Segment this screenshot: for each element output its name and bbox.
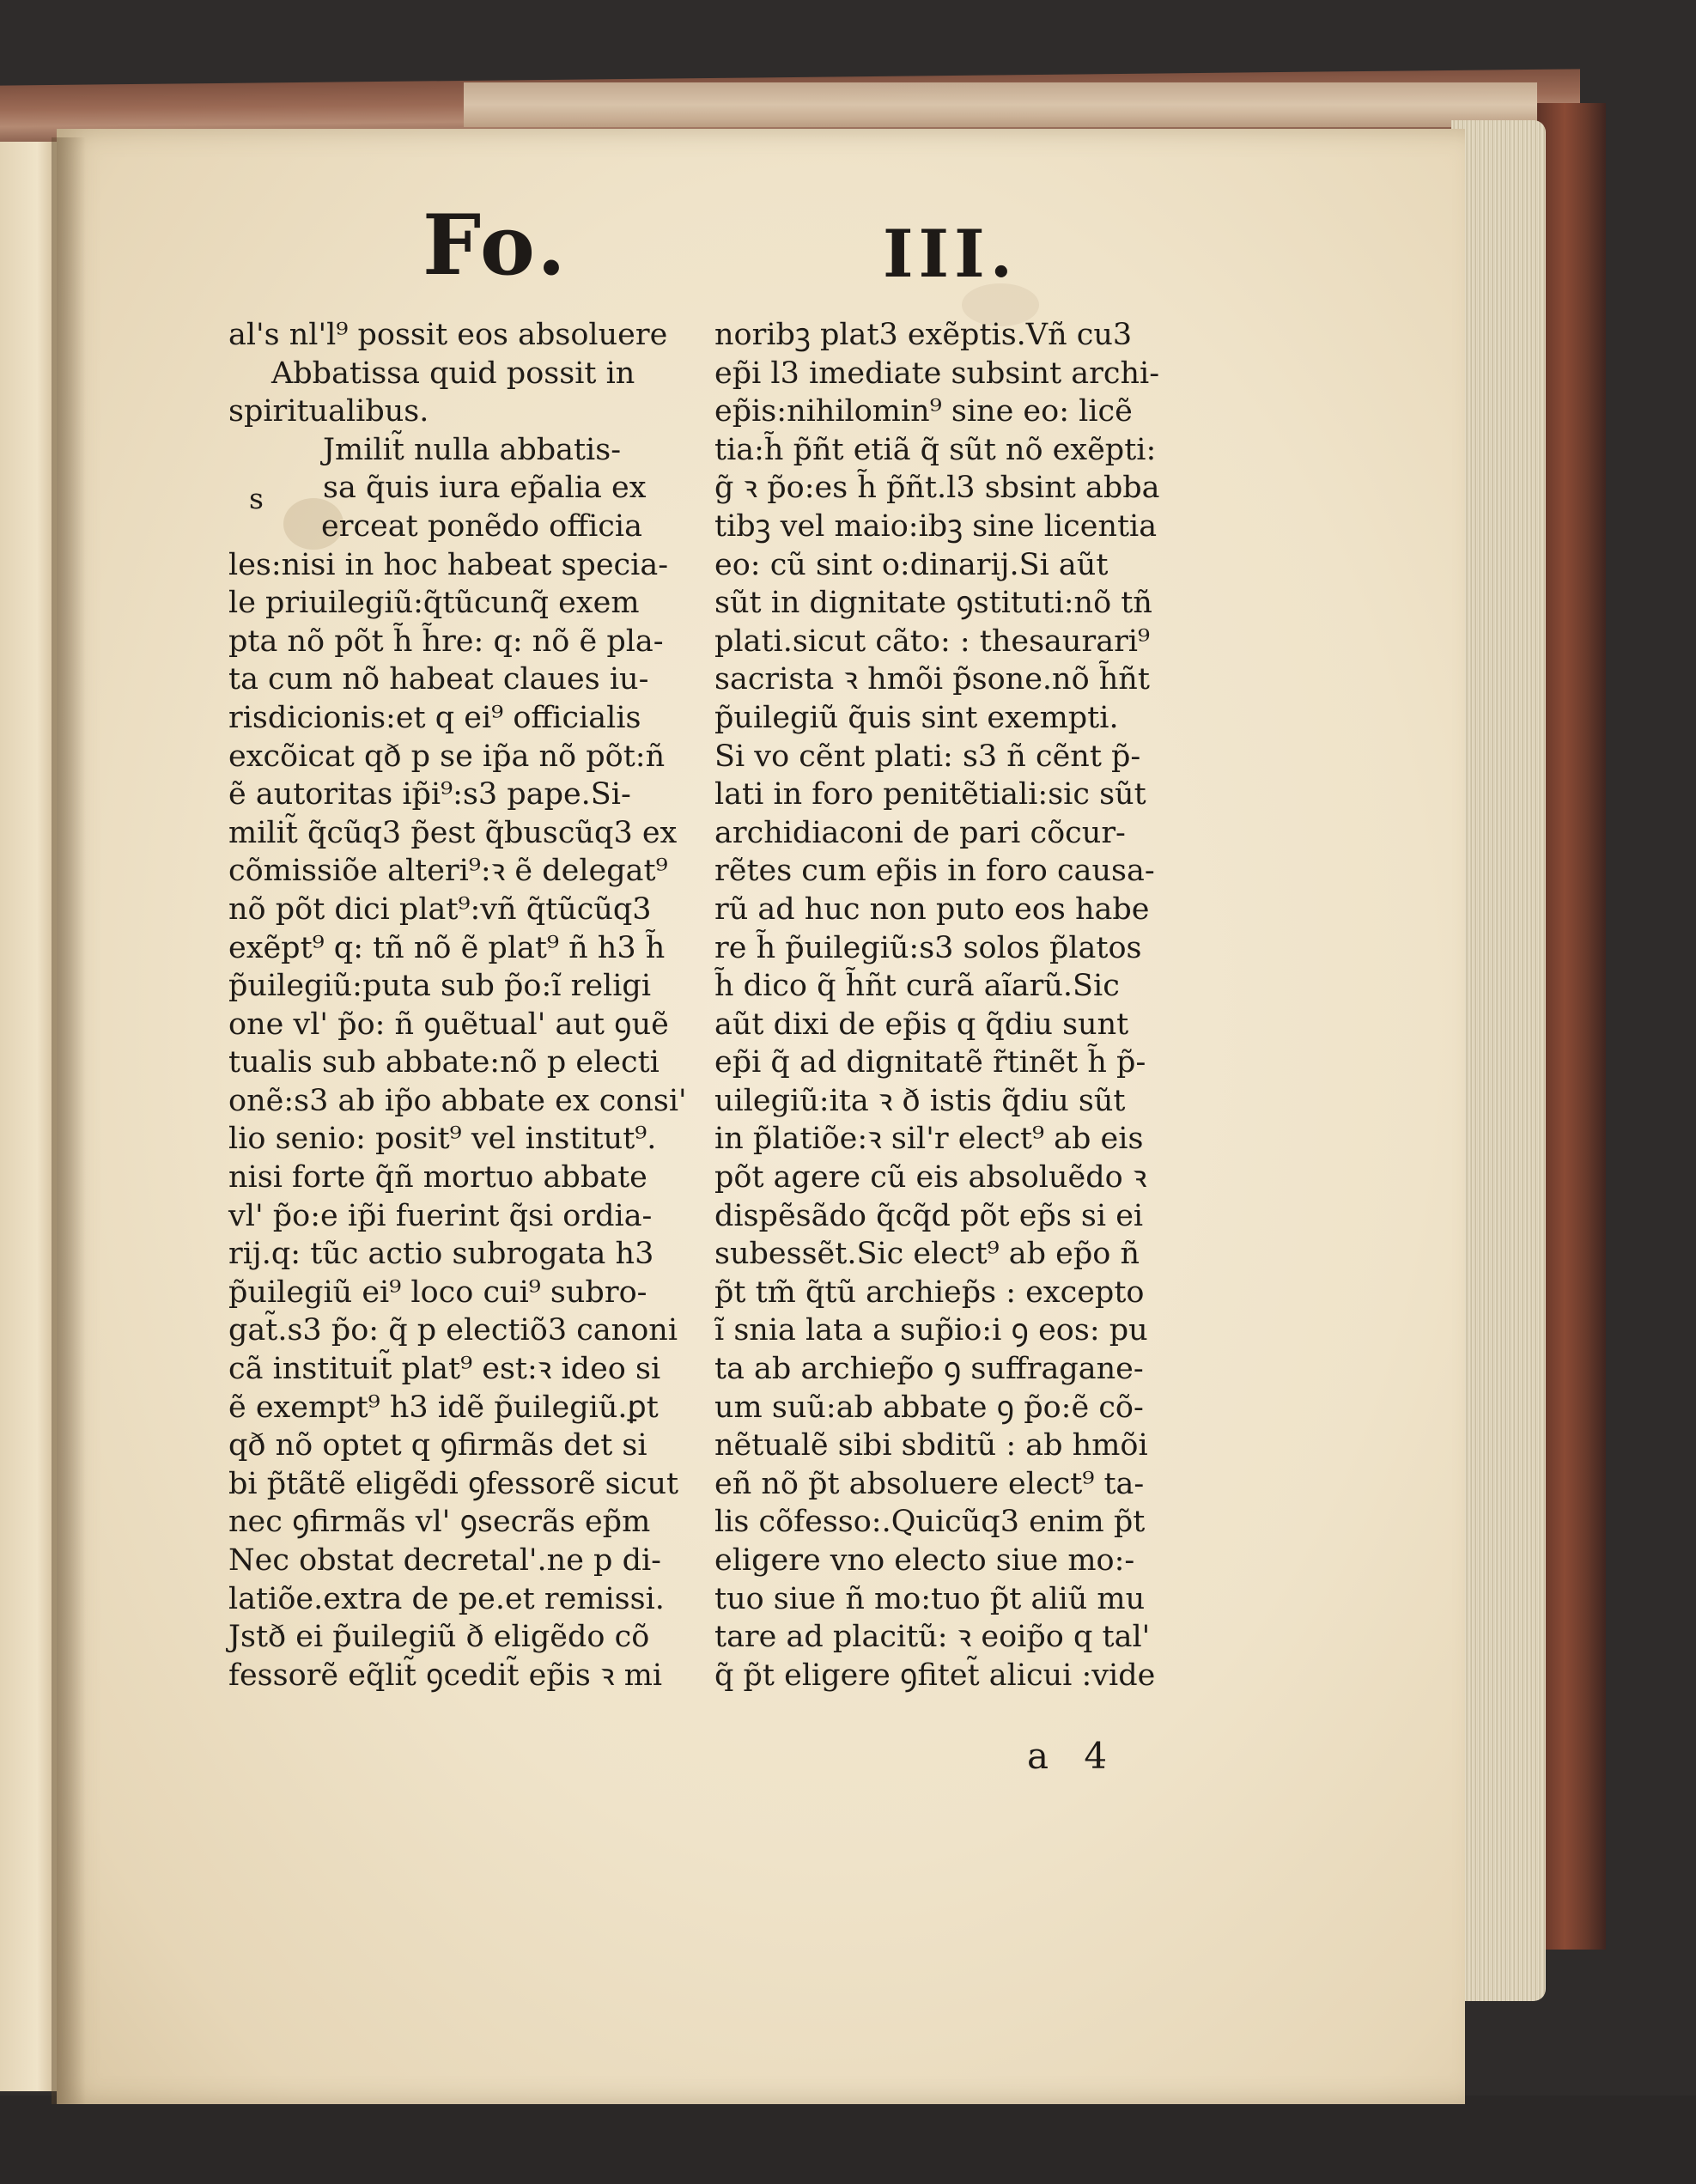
text-line: in p̃latiõe:ꝛ sil'r elect⁹ ab eis bbox=[714, 1122, 1144, 1157]
text-line: ep̃i q̃ ad dignitatẽ r̃tinẽt h̃ p̃- bbox=[714, 1045, 1146, 1080]
text-line: tia:h̃ p̃ñt etiã q̃ sũt nõ exẽpti: bbox=[714, 432, 1157, 467]
text-line: lio senio: posit⁹ vel institut⁹. bbox=[228, 1122, 657, 1157]
text-line: subessẽt.Sic elect⁹ ab ep̃o ñ bbox=[714, 1237, 1140, 1272]
text-line: risdicionis:et q ei⁹ officialis bbox=[228, 700, 641, 735]
text-line: dispẽsãdo q̃cq̃d põt ep̃s si ei bbox=[714, 1198, 1144, 1233]
text-line: Nec obstat decretal'.ne p di- bbox=[228, 1543, 661, 1578]
text-line: bi p̃tãtẽ eligẽdi ꝯfessorẽ sicut bbox=[228, 1466, 679, 1501]
left-text-column bbox=[228, 316, 687, 1694]
text-line: p̃uilegiũ q̃uis sint exempti. bbox=[714, 700, 1119, 735]
text-line: cõmissiõe alteri⁹:ꝛ ẽ delegat⁹ bbox=[228, 854, 668, 889]
text-line: nẽtualẽ sibi sbditũ : ab hmõi bbox=[714, 1428, 1148, 1463]
text-line: ep̃is:nihilomin⁹ sine eo: licẽ bbox=[714, 394, 1133, 429]
text-line: sacrista ꝛ hmõi p̃sone.nõ h̃ñt bbox=[714, 662, 1150, 697]
book-spine-label bbox=[464, 82, 1537, 127]
text-line: h̃ dico q̃ h̃ñt curã aĩarũ.Sic bbox=[714, 969, 1120, 1004]
text-line: rũ ad huc non puto eos habe bbox=[714, 891, 1150, 927]
text-line: p̃t tm̃ q̃tũ archiep̃s : excepto bbox=[714, 1275, 1145, 1310]
text-line: rẽtes cum ep̃is in foro causa- bbox=[714, 854, 1155, 889]
text-line: eo: cũ sint o:dinarij.Si aũt bbox=[714, 547, 1109, 582]
text-line: spiritualibus. bbox=[228, 394, 429, 429]
page-gutter-shadow bbox=[52, 137, 86, 2104]
text-line: Abbatissa quid possit in bbox=[271, 356, 635, 391]
text-line: milit̃ q̃cũq3 p̃est q̃buscũq3 ex bbox=[228, 815, 678, 850]
text-line: latiõe.extra de pe.et remissi. bbox=[228, 1581, 665, 1616]
text-line: nisi forte q̃ñ mortuo abbate bbox=[228, 1160, 647, 1195]
text-line: noribꝫ plat3 exẽptis.Vñ cu3 bbox=[714, 318, 1133, 352]
marginal-guide-letter: s bbox=[249, 482, 264, 515]
text-line: exẽpt⁹ q: tñ nõ ẽ plat⁹ ñ h3 h̃ bbox=[228, 930, 666, 965]
text-line: Jstð ei p̃uilegiũ ð eligẽdo cõ bbox=[228, 1620, 650, 1655]
text-line: eligere vno electo siue mo:- bbox=[714, 1543, 1135, 1578]
text-line: sũt in dignitate ꝯstituti:nõ tñ bbox=[714, 586, 1152, 621]
text-line: lati in foro penitẽtiali:sic sũt bbox=[714, 777, 1146, 812]
text-line: ẽ exempt⁹ h3 idẽ p̃uilegiũ.ꝑt bbox=[228, 1390, 659, 1425]
text-line: one vl' p̃o: ñ ꝯuẽtual' aut ꝯuẽ bbox=[228, 1007, 669, 1042]
text-line: p̃uilegiũ:puta sub p̃o:ı̃ religi bbox=[228, 969, 652, 1004]
right-text-column bbox=[714, 316, 1160, 1694]
text-line: tare ad placitũ: ꝛ eoip̃o q tal' bbox=[714, 1620, 1151, 1655]
text-line: rij.q: tũc actio subrogata h3 bbox=[228, 1237, 654, 1272]
signature-mark: a 4 bbox=[1027, 1735, 1120, 1777]
text-line: pta nõ põt h̃ h̃re: q: nõ ẽ pla- bbox=[228, 624, 664, 659]
text-line: aũt dixi de ep̃is q q̃diu sunt bbox=[714, 1007, 1129, 1042]
text-line: tualis sub abbate:nõ p electi bbox=[228, 1045, 660, 1080]
text-line: excõicat qð p se ip̃a nõ põt:ñ bbox=[228, 739, 666, 774]
text-line: Si vo cẽnt plati: s3 ñ cẽnt p̃- bbox=[714, 739, 1141, 774]
text-line: les:nisi in hoc habeat specia- bbox=[228, 547, 669, 582]
text-line: onẽ:s3 ab ip̃o abbate ex consi' bbox=[228, 1083, 687, 1118]
text-line: gat̃.s3 p̃o: q̃ p electiõ3 canoni bbox=[228, 1313, 678, 1348]
text-line: Jmilit̃ nulla abbatis- bbox=[323, 432, 622, 467]
page-edges-stack bbox=[1451, 120, 1546, 2001]
text-line: fessorẽ eq̃lit̃ ꝯcedit̃ ep̃is ꝛ mi bbox=[228, 1658, 663, 1693]
text-line: ta ab archiep̃o ꝯ suffragane- bbox=[714, 1352, 1144, 1387]
text-line: sa q̃uis iura ep̃alia ex bbox=[323, 471, 647, 506]
text-line: p̃uilegiũ ei⁹ loco cui⁹ subro- bbox=[228, 1275, 647, 1310]
text-line: g̃ ꝛ p̃o:es h̃ p̃ñt.l3 sbsint abba bbox=[714, 471, 1160, 506]
text-line: uilegiũ:ita ꝛ ð istis q̃diu sũt bbox=[714, 1083, 1126, 1118]
text-line: nõ põt dici plat⁹:vñ q̃tũcũq3 bbox=[228, 891, 652, 927]
text-line: tuo siue ñ mo:tuo p̃t aliũ mu bbox=[714, 1581, 1146, 1616]
text-line: tibꝫ vel maio:ibꝫ sine licentia bbox=[714, 508, 1158, 544]
text-line: ı̃ snia lata a sup̃io:i ꝯ eos: pu bbox=[714, 1313, 1148, 1348]
text-line: vl' p̃o:e ip̃i fuerint q̃si ordia- bbox=[228, 1198, 653, 1233]
text-line: al's nl'l⁹ possit eos absoluere bbox=[228, 318, 668, 352]
text-line: plati.sicut cãto: : thesaurari⁹ bbox=[714, 624, 1151, 659]
text-line: erceat ponẽdo officia bbox=[321, 508, 642, 544]
text-line: ẽ autoritas ip̃i⁹:s3 pape.Si- bbox=[228, 777, 631, 812]
text-line: lis cõfesso:.Quicũq3 enim p̃t bbox=[714, 1505, 1146, 1540]
text-line: põt agere cũ eis absoluẽdo ꝛ bbox=[714, 1160, 1147, 1195]
text-line: ep̃i l3 imediate subsint archi- bbox=[714, 356, 1160, 391]
text-line: um suũ:ab abbate ꝯ p̃o:ẽ cõ- bbox=[714, 1390, 1144, 1425]
text-line: archidiaconi de pari cõcur- bbox=[714, 815, 1126, 850]
folio-number: III. bbox=[883, 216, 1018, 292]
text-line: ta cum nõ habeat claues iu- bbox=[228, 662, 649, 697]
text-line: nec ꝯfirmãs vl' ꝯsecrãs ep̃m bbox=[228, 1505, 651, 1540]
book-cover-right-edge bbox=[1537, 103, 1606, 1950]
text-line: le priuilegiũ:q̃tũcunq̃ exem bbox=[228, 586, 640, 621]
bottom-shadow bbox=[0, 2096, 1696, 2184]
text-line: qð nõ optet q ꝯfirmãs det si bbox=[228, 1428, 647, 1463]
folio-label: Fo. bbox=[422, 197, 569, 294]
text-line: re h̃ p̃uilegiũ:s3 solos p̃latos bbox=[714, 930, 1142, 965]
text-line: cã instituit̃ plat⁹ est:ꝛ ideo si bbox=[228, 1352, 661, 1387]
text-line: eñ nõ p̃t absoluere elect⁹ ta- bbox=[714, 1466, 1145, 1501]
text-line: q̃ p̃t eligere ꝯfitet̃ alicui :vide bbox=[714, 1658, 1156, 1693]
